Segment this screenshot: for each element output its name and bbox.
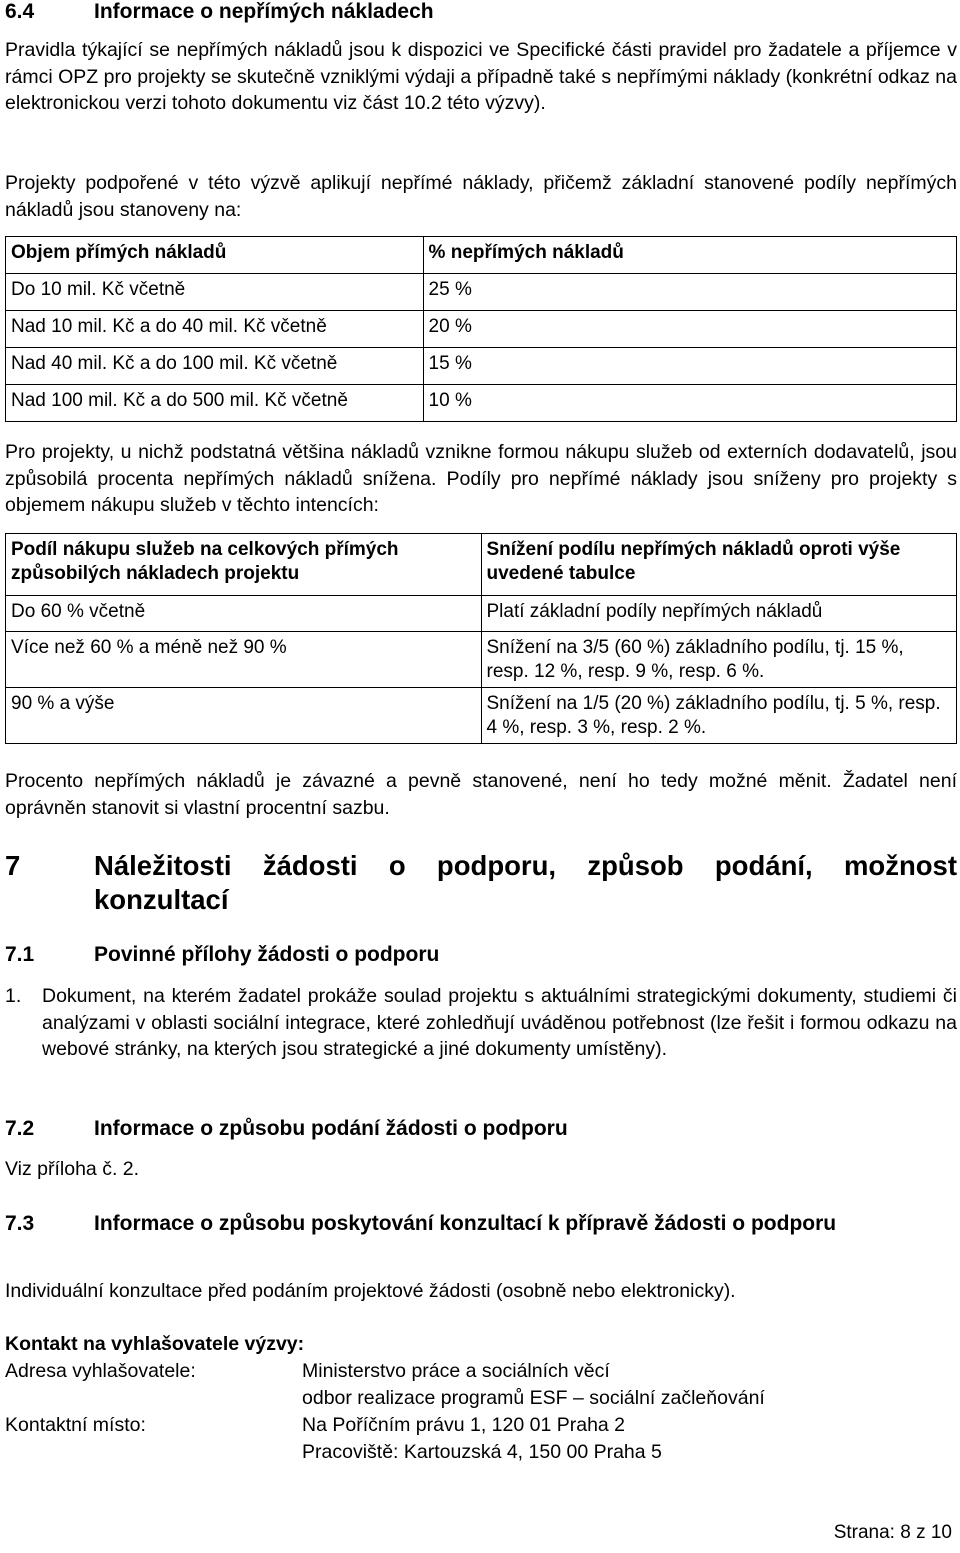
table-cell: 25 % bbox=[423, 274, 956, 311]
section-6-4-heading bbox=[5, 0, 957, 24]
section-title: Informace o způsobu poskytování konzultací k přípravě žádosti o podporu bbox=[94, 1212, 837, 1235]
contact-value: Na Poříčním právu 1, 120 01 Praha 2 bbox=[302, 1414, 626, 1436]
table-cell: Platí základní podíly nepřímých nákladů bbox=[481, 596, 957, 632]
paragraph-indirect-rules: Pravidla týkající se nepřímých nákladů jsou k dispozici ve Specifické části pravidel pro žadatele a příjemce v rámci OPZ pro projekty se skutečně vzniklými výdaji a případně také s nepřímými náklady (konkrétní odkaz na elektronickou verzi tohoto dokumentu viz část 10.2 této výzvy). bbox=[5, 39, 957, 114]
table-header-cell: Objem přímých nákladů bbox=[6, 237, 424, 274]
table-row bbox=[6, 274, 957, 311]
section-number: 7 bbox=[5, 850, 21, 881]
reduction-table bbox=[5, 533, 957, 744]
table-header-row bbox=[6, 534, 957, 596]
table-row bbox=[6, 385, 957, 422]
table-row bbox=[6, 311, 957, 348]
contact-heading: Kontakt na vyhlašovatele výzvy: bbox=[5, 1333, 305, 1355]
attachments-list bbox=[5, 983, 957, 1063]
table-header-cell: % nepřímých nákladů bbox=[423, 237, 956, 274]
table-header-cell: Snížení podílu nepřímých nákladů oproti výše uvedené tabulce bbox=[481, 534, 957, 596]
table-cell: Do 60 % včetně bbox=[6, 596, 482, 632]
table-cell: Více než 60 % a méně než 90 % bbox=[6, 632, 482, 688]
paragraph-indirect-rates-intro: Projekty podpořené v této výzvě aplikují nepřímé náklady, přičemž základní stanovené podíly nepřímých nákladů jsou stanoveny na: bbox=[5, 172, 957, 221]
table-cell: Nad 10 mil. Kč a do 40 mil. Kč včetně bbox=[6, 311, 424, 348]
paragraph-consultation: Individuální konzultace před podáním projektové žádosti (osobně nebo elektronicky). bbox=[5, 1280, 736, 1302]
table-cell: Nad 100 mil. Kč a do 500 mil. Kč včetně bbox=[6, 385, 424, 422]
table-cell: 15 % bbox=[423, 348, 956, 385]
address-value-2: odbor realizace programů ESF – sociální začleňování bbox=[302, 1387, 765, 1409]
paragraph-services-reduction: Pro projekty, u nichž podstatná většina nákladů vznikne formou nákupu služeb od externích dodavatelů, jsou způsobilá procenta nepřímých nákladů snížena. Podíly pro nepřímé náklady jsou sníženy pro projekty s objemem nákupu služeb v těchto intencích: bbox=[5, 441, 957, 516]
page-number: Strana: 8 z 10 bbox=[833, 1522, 952, 1543]
table-cell: Do 10 mil. Kč včetně bbox=[6, 274, 424, 311]
table-cell: 20 % bbox=[423, 311, 956, 348]
indirect-cost-rates-table bbox=[5, 236, 957, 422]
section-number: 7.1 bbox=[5, 943, 35, 966]
list-item-number: 1. bbox=[5, 985, 22, 1007]
section-title: Povinné přílohy žádosti o podporu bbox=[94, 943, 440, 966]
contact-value-2: Pracoviště: Kartouzská 4, 150 00 Praha 5 bbox=[302, 1441, 662, 1463]
section-7-heading bbox=[5, 849, 957, 917]
address-label: Adresa vyhlašovatele: bbox=[5, 1360, 196, 1382]
section-7-3-heading bbox=[5, 1209, 957, 1238]
address-row-2 bbox=[5, 1385, 957, 1412]
address-value: Ministerstvo práce a sociálních věcí bbox=[302, 1360, 610, 1382]
table-row bbox=[6, 632, 957, 688]
contact-row bbox=[5, 1412, 957, 1439]
section-title: Náležitosti žádosti o podporu, způsob podání, možnost konzultací bbox=[94, 850, 957, 915]
contact-block bbox=[5, 1331, 957, 1466]
section-number: 6.4 bbox=[5, 0, 35, 23]
section-title: Informace o nepřímých nákladech bbox=[94, 0, 434, 23]
table-cell: Snížení na 1/5 (20 %) základního podílu, tj. 5 %, resp. 4 %, resp. 3 %, resp. 2 %. bbox=[481, 688, 957, 744]
table-row bbox=[6, 596, 957, 632]
section-number: 7.3 bbox=[5, 1212, 35, 1235]
section-title: Informace o způsobu podání žádosti o podporu bbox=[94, 1117, 568, 1140]
paragraph-see-attachment: Viz příloha č. 2. bbox=[5, 1158, 140, 1180]
table-cell: Nad 40 mil. Kč a do 100 mil. Kč včetně bbox=[6, 348, 424, 385]
table-header-row bbox=[6, 237, 957, 274]
table-row bbox=[6, 688, 957, 744]
paragraph-rate-binding: Procento nepřímých nákladů je závazné a pevně stanovené, není ho tedy možné měnit. Žadatel není oprávněn stanovit si vlastní procentní sazbu. bbox=[5, 770, 957, 819]
table-cell: 10 % bbox=[423, 385, 956, 422]
address-row bbox=[5, 1358, 957, 1385]
section-7-2-heading bbox=[5, 1117, 957, 1141]
list-item bbox=[5, 983, 957, 1063]
table-cell: Snížení na 3/5 (60 %) základního podílu, tj. 15 %, resp. 12 %, resp. 9 %, resp. 6 %. bbox=[481, 632, 957, 688]
list-item-text: Dokument, na kterém žadatel prokáže soulad projektu s aktuálními strategickými dokumenty, studiemi či analýzami v oblasti sociální integrace, které zohledňují uváděnou potřebnost (lze řešit i formou odkazu na webové stránky, na kterých jsou strategické a jiné dokumenty umístěny). bbox=[42, 985, 957, 1060]
contact-row-2 bbox=[5, 1439, 957, 1466]
section-number: 7.2 bbox=[5, 1117, 35, 1140]
table-row bbox=[6, 348, 957, 385]
section-7-1-heading bbox=[5, 943, 957, 967]
contact-label: Kontaktní místo: bbox=[5, 1414, 146, 1436]
table-header-cell: Podíl nákupu služeb na celkových přímých způsobilých nákladech projektu bbox=[6, 534, 482, 596]
table-cell: 90 % a výše bbox=[6, 688, 482, 744]
